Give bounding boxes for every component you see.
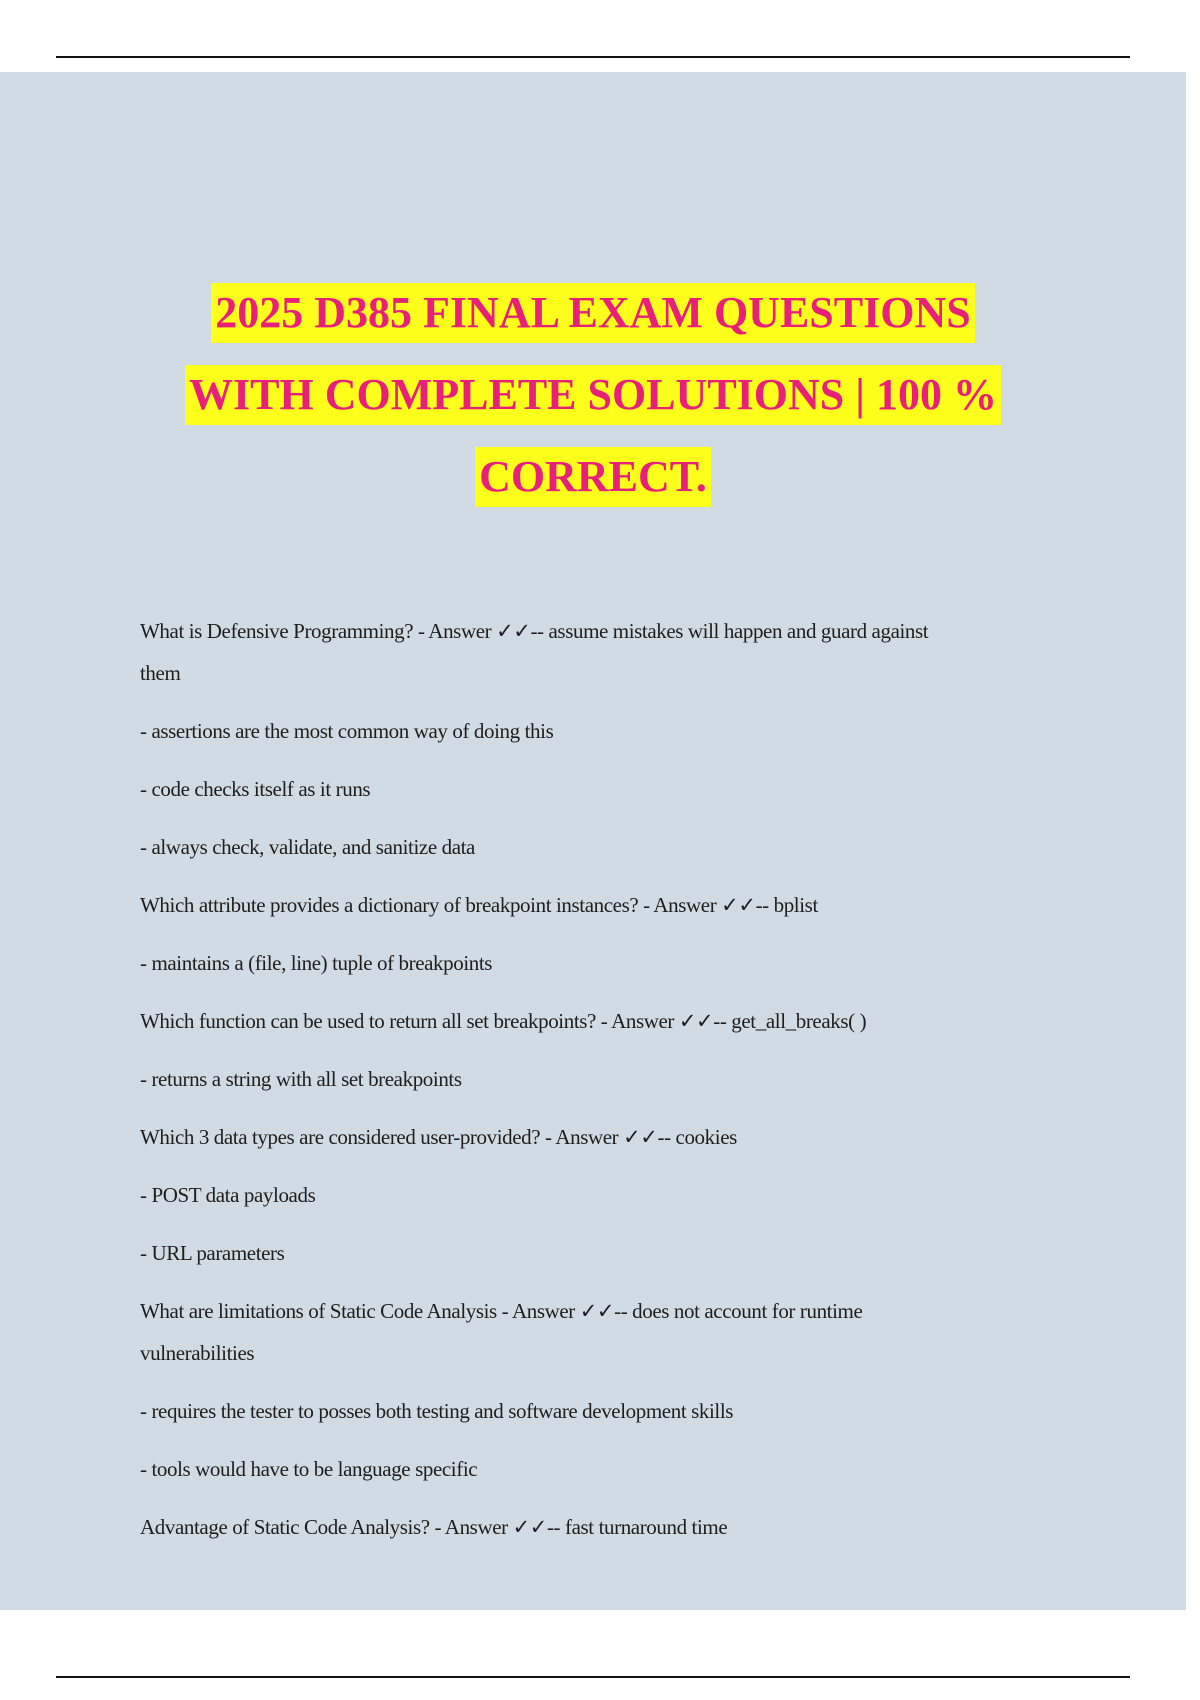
answer-bullet: - tools would have to be language specific [140, 1457, 478, 1481]
question-user-provided-data: Which 3 data types are considered user-provided? - Answer ✓✓-- cookies [140, 1125, 737, 1149]
title-line-2: WITH COMPLETE SOLUTIONS | 100 % [185, 365, 1001, 425]
question-breakpoint-function: Which function can be used to return all set breakpoints? - Answer ✓✓-- get_all_breaks( ) [140, 1009, 867, 1033]
document-page [0, 72, 1186, 1610]
answer-bullet: - POST data payloads [140, 1183, 316, 1207]
answer-bullet: - code checks itself as it runs [140, 777, 371, 801]
answer-bullet: - maintains a (file, line) tuple of breakpoints [140, 951, 493, 975]
question-static-analysis-advantage: Advantage of Static Code Analysis? - Answer ✓✓-- fast turnaround time [140, 1515, 728, 1539]
title-line-3: CORRECT. [475, 447, 711, 507]
answer-bullet: - always check, validate, and sanitize data [140, 835, 475, 859]
title-line-1: 2025 D385 FINAL EXAM QUESTIONS [211, 283, 974, 343]
answer-bullet: - returns a string with all set breakpoints [140, 1067, 462, 1091]
document-title [0, 272, 1186, 518]
answer-bullet: - URL parameters [140, 1241, 285, 1265]
answer-continuation: them [140, 661, 181, 685]
answer-bullet: - requires the tester to posses both testing and software development skills [140, 1399, 734, 1423]
answer-bullet: - assertions are the most common way of doing this [140, 719, 554, 743]
answer-continuation: vulnerabilities [140, 1341, 255, 1365]
top-rule [56, 56, 1130, 58]
question-breakpoint-attribute: Which attribute provides a dictionary of breakpoint instances? - Answer ✓✓-- bplist [140, 893, 818, 917]
question-list [140, 610, 1040, 1564]
question-defensive-programming: What is Defensive Programming? - Answer ✓✓-- assume mistakes will happen and guard against [140, 619, 929, 643]
bottom-rule [56, 1676, 1130, 1678]
question-static-analysis-limitations: What are limitations of Static Code Analysis - Answer ✓✓-- does not account for runtime [140, 1299, 863, 1323]
